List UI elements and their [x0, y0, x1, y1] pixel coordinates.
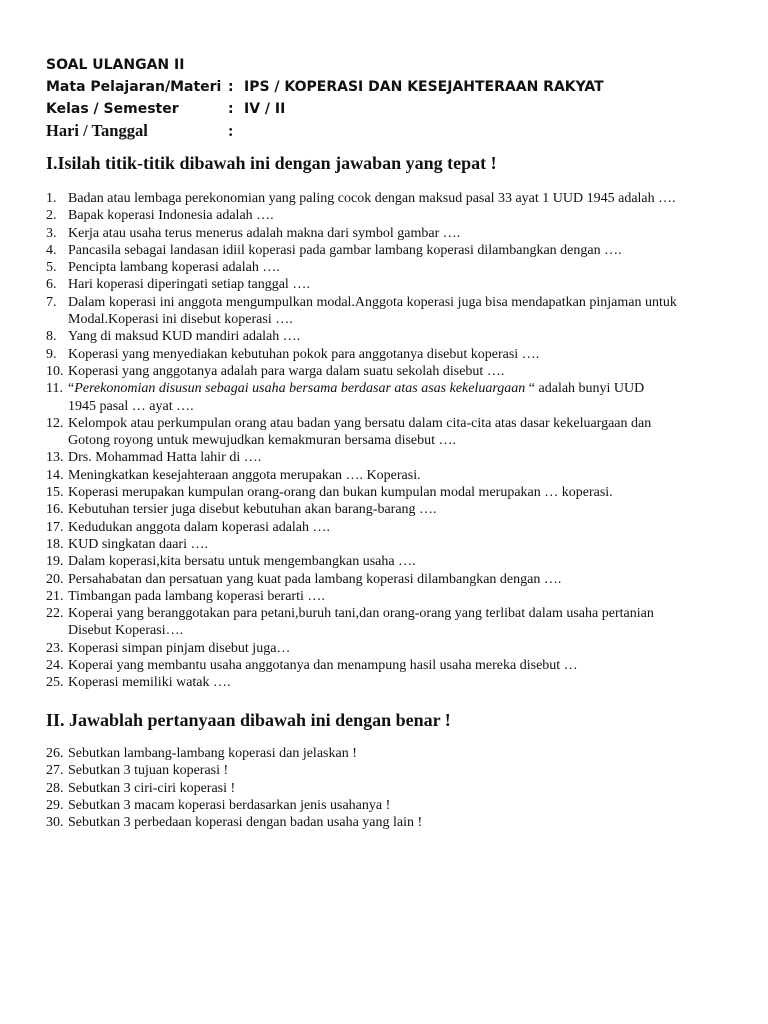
day-date-row: [46, 120, 726, 142]
question-text: Kedudukan anggota dalam koperasi adalah ….: [68, 519, 331, 535]
question-text: Meningkatkan kesejahteraan anggota merupakan …. Koperasi.: [68, 467, 421, 483]
question-24: [46, 657, 736, 674]
exam-title: SOAL ULANGAN II: [46, 57, 185, 73]
question-13: [46, 449, 736, 466]
question-number: 2.: [46, 208, 57, 224]
question-text: Sebutkan 3 tujuan koperasi !: [68, 763, 229, 779]
question-4: [46, 242, 736, 259]
question-text: Koperasi merupakan kumpulan orang-orang dan bukan kumpulan modal merupakan … koperasi.: [68, 485, 613, 501]
question-29: [46, 797, 736, 814]
question-3: [46, 225, 736, 242]
subject-label: Mata Pelajaran/Materi: [46, 79, 222, 95]
question-15: [46, 484, 736, 501]
question-text: KUD singkatan daari ….: [68, 536, 208, 552]
question-text: Persahabatan dan persatuan yang kuat pada lambang koperasi dilambangkan dengan ….: [68, 571, 562, 587]
question-number: 9.: [46, 346, 57, 362]
question-22: [46, 605, 736, 640]
question-text: Kebutuhan tersier juga disebut kebutuhan akan barang-barang ….: [68, 502, 437, 518]
question-number: 5.: [46, 260, 57, 276]
class-semester-row: [46, 98, 726, 120]
question-text: Dalam koperasi ini anggota mengumpulkan modal.Anggota koperasi juga bisa mendapatkan pinjaman untuk: [68, 294, 677, 310]
question-text: Sebutkan lambang-lambang koperasi dan jelaskan !: [68, 746, 357, 761]
question-number: 26.: [46, 746, 64, 761]
question-number: 15.: [46, 485, 64, 501]
question-text-continued: Gotong royong untuk mewujudkan kemakmuran bersama disebut ….: [68, 433, 457, 449]
question-text: Koperasi simpan pinjam disebut juga…: [68, 640, 291, 656]
section-2-question-list: [46, 745, 736, 831]
question-2: [46, 207, 736, 224]
question-number: 14.: [46, 467, 64, 483]
question-20: [46, 571, 736, 588]
question-11: [46, 380, 736, 415]
question-text: Sebutkan 3 perbedaan koperasi dengan badan usaha yang lain !: [68, 815, 423, 831]
question-28: [46, 780, 736, 797]
question-number: 23.: [46, 640, 64, 656]
day-date-colon: :: [228, 121, 234, 140]
question-number: 27.: [46, 763, 64, 779]
question-text: Koperasi yang anggotanya adalah para warga dalam suatu sekolah disebut ….: [68, 363, 505, 379]
question-text: Koperai yang membantu usaha anggotanya dan menampung hasil usaha mereka disebut …: [68, 658, 578, 674]
question-23: [46, 640, 736, 657]
question-8: [46, 328, 736, 345]
question-text: Badan atau lembaga perekonomian yang paling cocok dengan maksud pasal 33 ayat 1 UUD 1945 adalah ….: [68, 191, 676, 206]
question-10: [46, 363, 736, 380]
question-text: Hari koperasi diperingati setiap tanggal ….: [68, 277, 310, 293]
question-21: [46, 588, 736, 605]
question-9: [46, 346, 736, 363]
question-text-continued: Modal.Koperasi ini disebut koperasi ….: [68, 312, 293, 328]
question-number: 17.: [46, 519, 64, 535]
section-2-title: II. Jawablah pertanyaan dibawah ini dengan benar !: [46, 710, 451, 730]
section-1-question-list: [46, 190, 736, 692]
question-1: [46, 190, 736, 207]
class-semester-value: IV / II: [244, 101, 286, 117]
question-text-block: [68, 294, 736, 329]
question-text: Yang di maksud KUD mandiri adalah ….: [68, 329, 301, 345]
question-number: 19.: [46, 554, 64, 570]
question-text: Pencipta lambang koperasi adalah ….: [68, 260, 280, 276]
question-number: 3.: [46, 225, 57, 241]
subject-value: IPS / KOPERASI DAN KESEJAHTERAAN RAKYAT: [244, 79, 604, 95]
question-number: 22.: [46, 606, 64, 622]
question-30: [46, 814, 736, 831]
question-number: 11.: [46, 381, 63, 397]
subject-row: [46, 76, 726, 98]
class-semester-colon: :: [228, 101, 234, 117]
question-number: 29.: [46, 797, 64, 813]
question-text: Kerja atau usaha terus menerus adalah makna dari symbol gambar ….: [68, 225, 461, 241]
question-7: [46, 294, 736, 329]
question-17: [46, 519, 736, 536]
question-27: [46, 762, 736, 779]
quoted-constitution-text: Perekonomian disusun sebagai usaha bersama berdasar atas asas kekeluargaan: [74, 381, 526, 397]
question-18: [46, 536, 736, 553]
question-6: [46, 276, 736, 293]
opening-quote: “: [68, 381, 75, 397]
question-number: 18.: [46, 536, 64, 552]
question-19: [46, 553, 736, 570]
question-number: 24.: [46, 658, 64, 674]
question-text: Koperasi memiliki watak ….: [68, 675, 231, 691]
exam-title-row: [46, 54, 726, 76]
question-text: Kelompok atau perkumpulan orang atau badan yang bersatu dalam cita-cita atas dasar kekeluargaan dan: [68, 415, 652, 431]
question-text: Drs. Mohammad Hatta lahir di ….: [68, 450, 262, 466]
question-number: 1.: [46, 191, 57, 206]
question-text-block: [68, 380, 736, 415]
question-number: 6.: [46, 277, 57, 293]
question-number: 12.: [46, 415, 64, 431]
question-16: [46, 501, 736, 518]
question-number: 13.: [46, 450, 64, 466]
question-text-block: [68, 415, 736, 450]
question-text: Koperasi yang menyediakan kebutuhan pokok para anggotanya disebut koperasi ….: [68, 346, 540, 362]
question-text: “ adalah bunyi UUD: [528, 381, 645, 397]
question-12: [46, 415, 736, 450]
question-text: Sebutkan 3 macam koperasi berdasarkan jenis usahanya !: [68, 797, 391, 813]
question-number: 7.: [46, 294, 57, 310]
question-26: [46, 745, 736, 762]
section-1-title: I.Isilah titik-titik dibawah ini dengan jawaban yang tepat !: [46, 153, 497, 173]
question-14: [46, 467, 736, 484]
day-date-label: Hari / Tanggal: [46, 121, 148, 140]
question-text: Dalam koperasi,kita bersatu untuk mengembangkan usaha ….: [68, 554, 416, 570]
question-text-continued: Disebut Koperasi….: [68, 623, 184, 639]
question-text: Sebutkan 3 ciri-ciri koperasi !: [68, 780, 236, 796]
question-text: Koperai yang beranggotakan para petani,buruh tani,dan orang-orang yang terlibat dalam usaha pertanian: [68, 606, 654, 622]
question-number: 30.: [46, 815, 64, 831]
question-25: [46, 674, 736, 691]
question-text-block: [68, 605, 736, 640]
question-text: Bapak koperasi Indonesia adalah ….: [68, 208, 274, 224]
question-number: 21.: [46, 588, 64, 604]
question-text: Timbangan pada lambang koperasi berarti ….: [68, 588, 325, 604]
question-number: 10.: [46, 363, 64, 379]
exam-header: [46, 54, 726, 142]
question-number: 16.: [46, 502, 64, 518]
question-number: 20.: [46, 571, 64, 587]
class-semester-label: Kelas / Semester: [46, 101, 179, 117]
question-number: 28.: [46, 780, 64, 796]
question-number: 4.: [46, 242, 57, 258]
subject-colon: :: [228, 79, 234, 95]
question-number: 8.: [46, 329, 57, 345]
question-text-continued: 1945 pasal … ayat ….: [68, 398, 194, 414]
question-5: [46, 259, 736, 276]
question-number: 25.: [46, 675, 64, 691]
question-text: Pancasila sebagai landasan idiil koperasi pada gambar lambang koperasi dilambangkan dengan ….: [68, 242, 622, 258]
